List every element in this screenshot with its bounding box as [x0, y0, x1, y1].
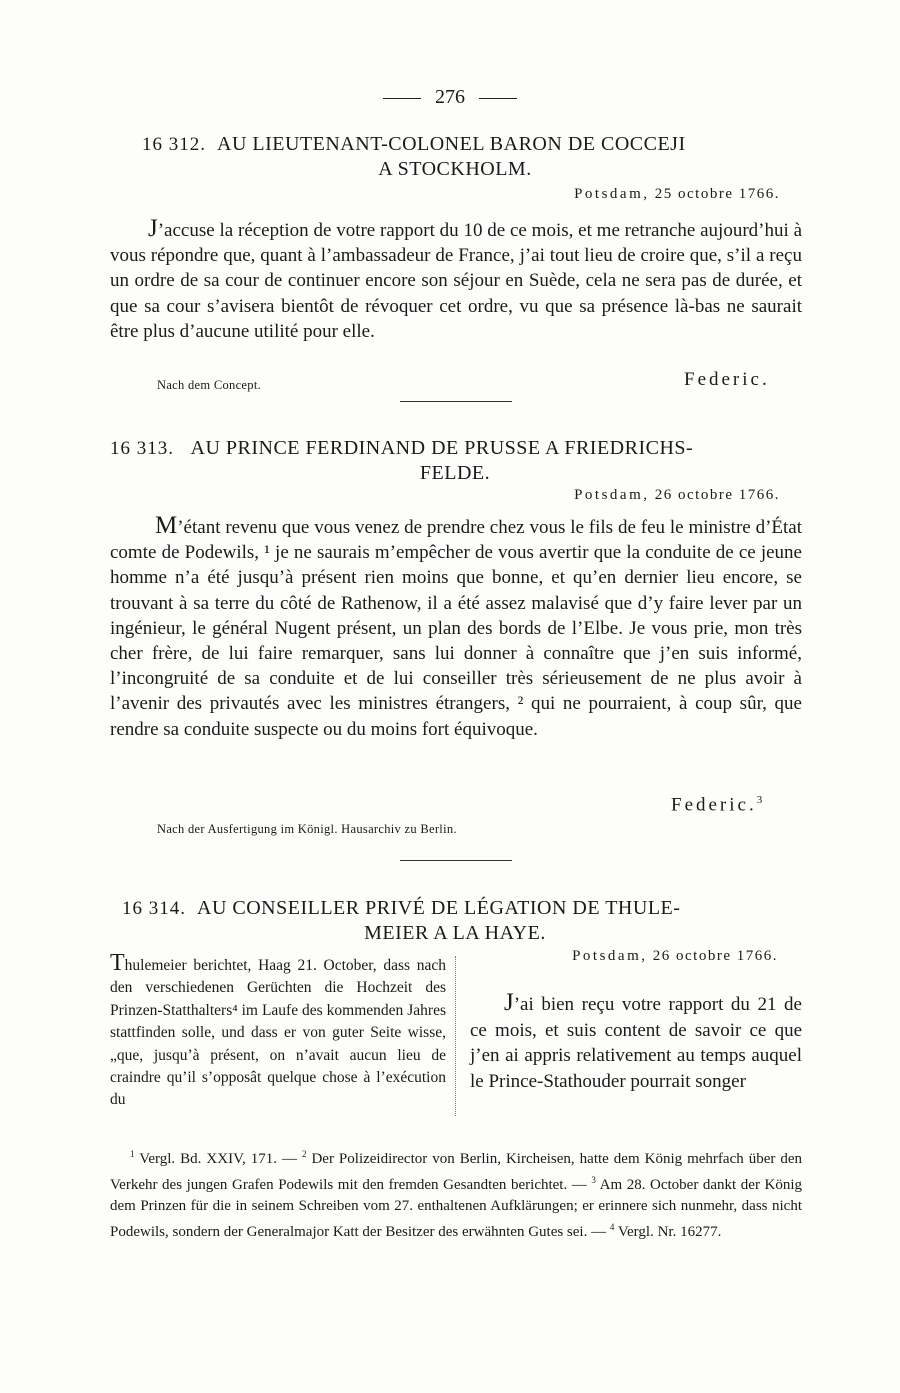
date-place: Potsdam, — [572, 948, 648, 964]
letter-recipient-location: A STOCKHOLM. — [378, 158, 532, 180]
letter-body-text: ’ai bien reçu votre rapport du 21 de ce mois, et suis content de savoir ce que j’en ai appris relativement au temps auquel le Prince-Stathouder pourrait songer — [470, 994, 802, 1092]
letter-body — [110, 216, 802, 344]
page-number-line — [0, 86, 900, 109]
footnote-mark: 2 — [301, 1149, 307, 1159]
letter-recipient-location: MEIER A LA HAYE. — [364, 922, 546, 944]
footnote-text: Der Polizeidirector von Berlin, Kircheisen, hatte dem König mehrfach über den Verkehr des jungen Grafen Podewils mit den fremden Gesandten berichtet. — — [110, 1151, 803, 1193]
section-divider — [400, 401, 512, 402]
letter-body-text: ’étant revenu que vous venez de prendre chez vous le fils de feu le ministre d’État comte de Podewils, ¹ je ne saurais m’empêcher de vous avertir que la conduite de ce jeune homme n’a été jusqu’à présent rien moins que bonne, et qu’en dernier lieu encore, se trouvant à sa terre du côté de Rathenow, il a été assez malavisé que d’y faire lever par un ingénieur, le général Nugent présent, un plan des bords de l’Elbe. Je vous prie, mon très cher frère, de lui faire remarquer, sans lui donner à connaître que j’en suis informé, l’incongruité de sa conduite et de lui conseiller très sérieusement de ne plus avoir à l’avenir des privautés avec les ministres étrangers, ² qui ne pourraient, à coup sûr, que rendre sa conduite suspecte ou du moins fort équivoque. — [110, 517, 802, 740]
footnote-ref: 3 — [756, 794, 763, 806]
letter-recipient: AU CONSEILLER PRIVÉ DE LÉGATION DE THULE- — [197, 897, 681, 919]
letter-body-text: ’accuse la réception de votre rapport du 10 de ce mois, et me retranche aujourd’hui à vous répondre que, quant à l’ambassadeur de France, j’ai tout lieu de croire que, s’il a reçu un ordre de sa cour de continuer encore son séjour en Suède, cela ne sera pas de durée, et que sa cour s’avisera bientôt de révoquer cet ordre, vu que sa présence là-bas ne saurait être plus d’aucune utilité pour elle. — [110, 220, 802, 342]
footnote-text: Am 28. October dankt der König dem Prinzen für die in seinem Schreiben vom 27. enthaltenen Aufklärungen; er erinnere sich nunmehr, dass nicht Podewils, sondern der Generalmajor Katt der Besitzer des erwähnten Gutes sei. — — [110, 1177, 803, 1240]
date-place: Potsdam, — [574, 487, 650, 503]
initial-letter: J — [148, 215, 158, 242]
footnote-mark: 3 — [591, 1175, 596, 1185]
signature — [671, 794, 762, 816]
page-number: 276 — [435, 86, 465, 108]
footnote-mark: 1 — [129, 1149, 135, 1159]
section-divider — [400, 860, 512, 861]
footnote-mark: 4 — [609, 1222, 615, 1232]
footnotes — [110, 1144, 802, 1243]
date-text: 26 octobre 1766. — [654, 487, 780, 503]
signature: Federic. — [684, 369, 770, 390]
letter-dateline — [574, 487, 780, 504]
date-text: 26 octobre 1766. — [652, 948, 778, 964]
letter-heading-16312 — [110, 132, 800, 181]
letter-body — [110, 513, 802, 742]
letter-summary-column — [110, 952, 446, 1112]
initial-letter: T — [110, 950, 125, 976]
page-number-rule-right — [479, 98, 517, 99]
initial-letter: J — [504, 989, 514, 1016]
signature-text: Federic. — [671, 794, 757, 816]
letter-number: 16 312. — [142, 134, 206, 155]
initial-letter: M — [155, 512, 178, 539]
footnote-text: Vergl. Nr. 16277. — [617, 1224, 722, 1240]
date-place: Potsdam, — [574, 186, 650, 202]
letter-recipient-location: FELDE. — [419, 462, 491, 484]
letter-body — [470, 990, 802, 1094]
letter-recipient: AU LIEUTENANT-COLONEL BARON DE COCCEJI — [217, 133, 686, 155]
column-divider — [455, 956, 456, 1116]
letter-dateline — [470, 948, 778, 965]
letter-recipient: AU PRINCE FERDINAND DE PRUSSE A FRIEDRICHS- — [190, 437, 694, 459]
letter-summary-text: hulemeier berichtet, Haag 21. October, dass nach den verschiedenen Gerüchten die Hochzeit des Prinzen-Statthalters⁴ im Laufe des kommenden Jahres stattfinden solle, und dass er von guter Seite wisse, „que, jusqu’à présent, on n’avait aucun lieu de craindre qu’il s’opposât quelque chose à l’exécution du — [110, 957, 446, 1109]
source-note: Nach dem Concept. — [157, 378, 262, 392]
letter-heading-16314 — [110, 896, 800, 945]
letter-heading-16313 — [110, 436, 800, 485]
letter-number: 16 313. — [110, 438, 174, 459]
footnote-text: Vergl. Bd. XXIV, 171. — — [139, 1151, 297, 1167]
letter-dateline — [574, 186, 780, 203]
page-number-rule-left — [383, 98, 421, 99]
source-note: Nach der Ausfertigung im Königl. Hausarchiv zu Berlin. — [157, 822, 457, 836]
letter-number: 16 314. — [122, 898, 186, 919]
date-text: 25 octobre 1766. — [654, 186, 780, 202]
